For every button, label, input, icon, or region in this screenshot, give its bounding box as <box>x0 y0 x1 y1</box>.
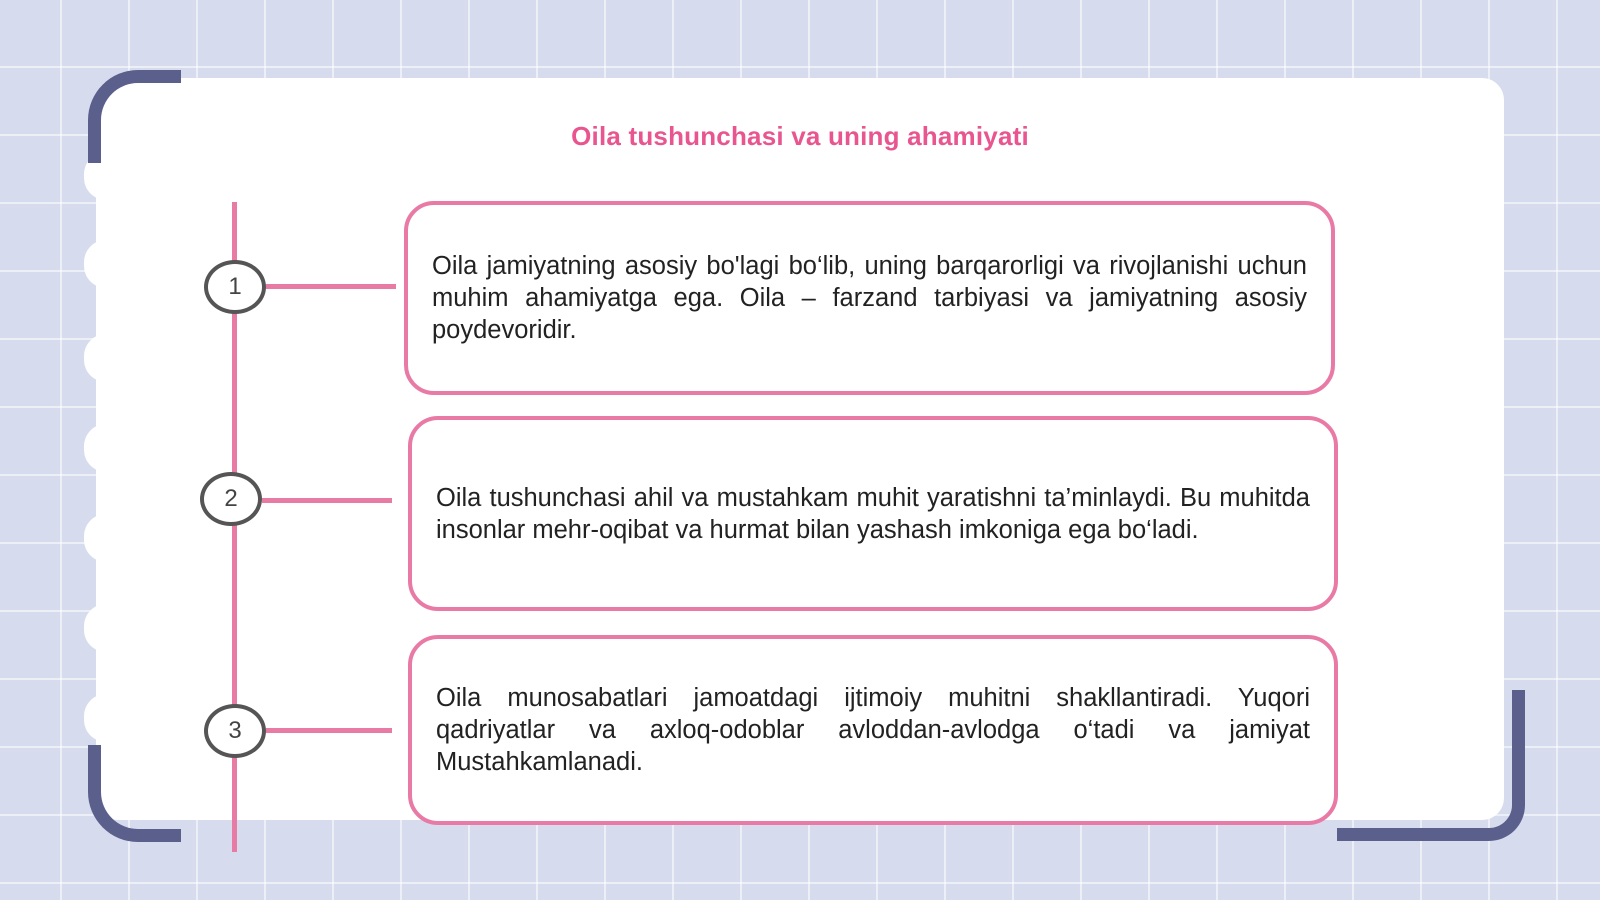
info-card-text: Oila tushunchasi ahil va mustahkam muhit yaratishni ta’minlaydi. Bu muhitda insonlar mehr-oqibat va hurmat bilan yashash imkoniga ega bo‘ladi. <box>436 483 1310 544</box>
info-card-1 <box>404 201 1335 395</box>
paper-tab <box>84 514 128 562</box>
corner-bracket-bottom-right <box>1337 690 1525 841</box>
info-card-text: Oila jamiyatning asosiy bo'lagi bo‘lib, uning barqarorligi va rivojlanishi uchun muhim ahamiyatga ega. Oila – farzand tarbiyasi va jamiyatning asosiy poydevoridir. <box>432 252 1307 344</box>
paper-tab <box>84 334 128 382</box>
corner-bracket-top-left <box>88 70 181 163</box>
paper-tab <box>84 240 128 288</box>
paper-tab <box>84 424 128 472</box>
step-number-2: 2 <box>200 472 262 526</box>
paper-tab <box>84 694 128 742</box>
info-card-3 <box>408 635 1338 825</box>
connector-1 <box>266 284 396 289</box>
step-number-3: 3 <box>204 704 266 758</box>
connector-2 <box>262 498 392 503</box>
corner-bracket-bottom-left <box>88 745 181 842</box>
info-card-2 <box>408 416 1338 611</box>
slide-title: Oila tushunchasi va uning ahamiyati <box>571 121 1029 151</box>
connector-3 <box>266 728 392 733</box>
paper-tab <box>84 604 128 652</box>
info-card-text: Oila munosabatlari jamoatdagi ijtimoiy muhitni shakllantiradi. Yuqori qadriyatlar va axloq-odoblar avloddan-avlodga o‘tadi va jamiyat Mustahkamlanadi. <box>436 684 1310 776</box>
step-number-1: 1 <box>204 260 266 314</box>
